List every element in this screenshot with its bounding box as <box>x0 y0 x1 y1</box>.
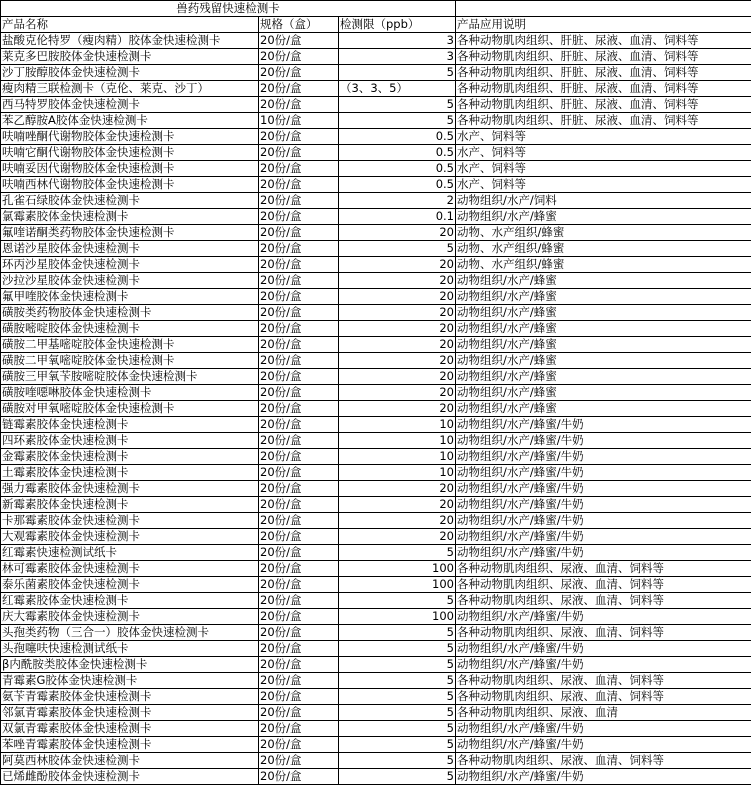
spec-cell: 20份/盒 <box>259 577 339 593</box>
application-cell: 动物、水产组织/蜂蜜 <box>456 225 751 241</box>
spec-cell: 20份/盒 <box>259 289 339 305</box>
detection-limit-cell: （3、3、5） <box>339 81 456 97</box>
product-name-cell: 呋喃它酮代谢物胶体金快速检测卡 <box>1 145 259 161</box>
product-name-cell: 红霉素快速检测试纸卡 <box>1 545 259 561</box>
detection-limit-cell: 0.5 <box>339 177 456 193</box>
product-name-cell: 庆大霉素胶体金快速检测卡 <box>1 609 259 625</box>
detection-limit-cell: 20 <box>339 353 456 369</box>
product-name-cell: 盐酸克伦特罗（瘦肉精）胶体金快速检测卡 <box>1 33 259 49</box>
table-row <box>1 337 751 353</box>
detection-limit-cell: 20 <box>339 225 456 241</box>
detection-limit-cell: 5 <box>339 545 456 561</box>
table-row <box>1 225 751 241</box>
table-row <box>1 465 751 481</box>
product-name-cell: 磺胺二甲基嘧啶胶体金快速检测卡 <box>1 337 259 353</box>
table-row <box>1 481 751 497</box>
spec-cell: 20份/盒 <box>259 625 339 641</box>
application-cell: 各种动物肌肉组织、肝脏、尿液、血清、饲料等 <box>456 97 751 113</box>
product-name-cell: 阿莫西林胶体金快速检测卡 <box>1 753 259 769</box>
table-row <box>1 417 751 433</box>
application-cell: 动物组织/水产/蜂蜜/牛奶 <box>456 481 751 497</box>
spec-cell: 20份/盒 <box>259 449 339 465</box>
detection-limit-cell: 5 <box>339 753 456 769</box>
spec-cell: 20份/盒 <box>259 673 339 689</box>
detection-limit-cell: 5 <box>339 769 456 785</box>
product-name-cell: 磺胺对甲氧嘧啶胶体金快速检测卡 <box>1 401 259 417</box>
title-blank-cell <box>456 1 751 17</box>
detection-limit-cell: 20 <box>339 513 456 529</box>
application-cell: 各种动物肌肉组织、尿液、血清、饲料等 <box>456 577 751 593</box>
table-row <box>1 513 751 529</box>
product-name-cell: 苯唑青霉素胶体金快速检测卡 <box>1 737 259 753</box>
spec-cell: 20份/盒 <box>259 401 339 417</box>
product-name-cell: 金霉素胶体金快速检测卡 <box>1 449 259 465</box>
product-name-cell: 头孢噻呋快速检测试纸卡 <box>1 641 259 657</box>
title-row <box>1 1 751 17</box>
spec-cell: 20份/盒 <box>259 593 339 609</box>
product-name-cell: 沙拉沙星胶体金快速检测卡 <box>1 273 259 289</box>
spec-cell: 20份/盒 <box>259 497 339 513</box>
detection-limit-cell: 5 <box>339 97 456 113</box>
table-row <box>1 241 751 257</box>
application-cell: 各种动物肌肉组织、尿液、血清 <box>456 705 751 721</box>
table-row <box>1 97 751 113</box>
spec-cell: 20份/盒 <box>259 721 339 737</box>
table-row <box>1 129 751 145</box>
product-name-cell: 氯霉素胶体金快速检测卡 <box>1 209 259 225</box>
table-row <box>1 641 751 657</box>
spec-cell: 20份/盒 <box>259 417 339 433</box>
spec-cell: 20份/盒 <box>259 769 339 785</box>
application-cell: 水产、饲料等 <box>456 145 751 161</box>
spec-cell: 20份/盒 <box>259 337 339 353</box>
detection-limit-cell: 5 <box>339 65 456 81</box>
spec-cell: 20份/盒 <box>259 273 339 289</box>
application-cell: 各种动物肌肉组织、尿液、血清、饲料等 <box>456 673 751 689</box>
table-row <box>1 81 751 97</box>
table-row <box>1 705 751 721</box>
application-cell: 动物、水产组织/蜂蜜 <box>456 257 751 273</box>
detection-limit-cell: 10 <box>339 449 456 465</box>
spec-cell: 20份/盒 <box>259 433 339 449</box>
spec-cell: 20份/盒 <box>259 705 339 721</box>
detection-limit-cell: 5 <box>339 705 456 721</box>
spec-cell: 20份/盒 <box>259 209 339 225</box>
table-row <box>1 737 751 753</box>
spec-cell: 20份/盒 <box>259 177 339 193</box>
application-cell: 水产、饲料等 <box>456 129 751 145</box>
application-cell: 动物组织/水产/蜂蜜 <box>456 353 751 369</box>
detection-limit-cell: 5 <box>339 721 456 737</box>
table-row <box>1 305 751 321</box>
spec-cell: 20份/盒 <box>259 609 339 625</box>
header-product-name: 产品名称 <box>1 17 259 33</box>
application-cell: 各种动物肌肉组织、肝脏、尿液、血清、饲料等 <box>456 49 751 65</box>
detection-limit-cell: 20 <box>339 257 456 273</box>
product-name-cell: 孔雀石绿胶体金快速检测卡 <box>1 193 259 209</box>
product-name-cell: 链霉素胶体金快速检测卡 <box>1 417 259 433</box>
spec-cell: 20份/盒 <box>259 465 339 481</box>
application-cell: 水产、饲料等 <box>456 177 751 193</box>
spec-cell: 20份/盒 <box>259 257 339 273</box>
application-cell: 动物组织/水产/蜂蜜/牛奶 <box>456 737 751 753</box>
application-cell: 动物组织/水产/蜂蜜/牛奶 <box>456 641 751 657</box>
detection-limit-cell: 5 <box>339 113 456 129</box>
detection-limit-cell: 20 <box>339 481 456 497</box>
table-row <box>1 33 751 49</box>
detection-limit-cell: 3 <box>339 33 456 49</box>
application-cell: 各种动物肌肉组织、尿液、血清、饲料等 <box>456 753 751 769</box>
product-name-cell: 瘦肉精三联检测卡（克伦、莱克、沙丁） <box>1 81 259 97</box>
detection-limit-cell: 0.5 <box>339 129 456 145</box>
spec-cell: 20份/盒 <box>259 129 339 145</box>
table-row <box>1 609 751 625</box>
spec-cell: 20份/盒 <box>259 657 339 673</box>
detection-limit-cell: 20 <box>339 401 456 417</box>
application-cell: 各种动物肌肉组织、肝脏、尿液、血清、饲料等 <box>456 65 751 81</box>
application-cell: 各种动物肌肉组织、尿液、血清、饲料等 <box>456 689 751 705</box>
detection-limit-cell: 20 <box>339 305 456 321</box>
application-cell: 动物组织/水产/蜂蜜 <box>456 209 751 225</box>
detection-limit-cell: 100 <box>339 561 456 577</box>
application-cell: 动物组织/水产/蜂蜜/牛奶 <box>456 721 751 737</box>
table-row <box>1 257 751 273</box>
table-row <box>1 401 751 417</box>
product-name-cell: 磺胺类药物胶体金快速检测卡 <box>1 305 259 321</box>
application-cell: 动物组织/水产/蜂蜜/牛奶 <box>456 545 751 561</box>
product-name-cell: 西马特罗胶体金快速检测卡 <box>1 97 259 113</box>
application-cell: 动物组织/水产/蜂蜜/牛奶 <box>456 513 751 529</box>
table-row <box>1 369 751 385</box>
product-name-cell: 呋喃妥因代谢物胶体金快速检测卡 <box>1 161 259 177</box>
spec-cell: 20份/盒 <box>259 561 339 577</box>
application-cell: 动物组织/水产/蜂蜜 <box>456 337 751 353</box>
application-cell: 动物组织/水产/蜂蜜/牛奶 <box>456 433 751 449</box>
application-cell: 动物组织/水产/蜂蜜/牛奶 <box>456 417 751 433</box>
table-row <box>1 433 751 449</box>
table-row <box>1 113 751 129</box>
application-cell: 动物组织/水产/饲料 <box>456 193 751 209</box>
product-name-cell: 莱克多巴胺胶体金快速检测卡 <box>1 49 259 65</box>
spec-cell: 20份/盒 <box>259 145 339 161</box>
table-row <box>1 497 751 513</box>
product-name-cell: 四环素胶体金快速检测卡 <box>1 433 259 449</box>
product-name-cell: 磺胺三甲氧苄胺嘧啶胶体金快速检测卡 <box>1 369 259 385</box>
application-cell: 各种动物肌肉组织、肝脏、尿液、血清、饲料等 <box>456 81 751 97</box>
detection-limit-cell: 5 <box>339 689 456 705</box>
application-cell: 各种动物肌肉组织、肝脏、尿液、血清、饲料等 <box>456 33 751 49</box>
detection-limit-cell: 10 <box>339 433 456 449</box>
application-cell: 动物组织/水产/蜂蜜 <box>456 385 751 401</box>
table-row <box>1 657 751 673</box>
table-row <box>1 625 751 641</box>
product-name-cell: 环丙沙星胶体金快速检测卡 <box>1 257 259 273</box>
application-cell: 动物组织/水产/蜂蜜 <box>456 401 751 417</box>
product-name-cell: 泰乐菌素胶体金快速检测卡 <box>1 577 259 593</box>
product-name-cell: 土霉素胶体金快速检测卡 <box>1 465 259 481</box>
application-cell: 动物组织/水产/蜂蜜 <box>456 369 751 385</box>
product-name-cell: 氟甲喹胶体金快速检测卡 <box>1 289 259 305</box>
table-row <box>1 177 751 193</box>
product-name-cell: 卡那霉素胶体金快速检测卡 <box>1 513 259 529</box>
application-cell: 动物组织/水产/蜂蜜/牛奶 <box>456 449 751 465</box>
detection-limit-cell: 0.5 <box>339 145 456 161</box>
application-cell: 各种动物肌肉组织、肝脏、尿液、血清、饲料等 <box>456 113 751 129</box>
detection-limit-cell: 20 <box>339 337 456 353</box>
detection-limit-cell: 100 <box>339 577 456 593</box>
table-row <box>1 561 751 577</box>
table-row <box>1 145 751 161</box>
detection-limit-cell: 0.5 <box>339 161 456 177</box>
table-row <box>1 161 751 177</box>
application-cell: 动物组织/水产/蜂蜜/牛奶 <box>456 465 751 481</box>
application-cell: 各种动物肌肉组织、尿液、血清、饲料等 <box>456 561 751 577</box>
spec-cell: 20份/盒 <box>259 321 339 337</box>
product-name-cell: 恩诺沙星胶体金快速检测卡 <box>1 241 259 257</box>
spec-cell: 20份/盒 <box>259 529 339 545</box>
spec-cell: 20份/盒 <box>259 305 339 321</box>
spec-cell: 20份/盒 <box>259 241 339 257</box>
table-row <box>1 545 751 561</box>
detection-limit-cell: 5 <box>339 241 456 257</box>
spec-cell: 20份/盒 <box>259 689 339 705</box>
detection-limit-cell: 100 <box>339 609 456 625</box>
spec-cell: 10份/盒 <box>259 113 339 129</box>
spec-cell: 20份/盒 <box>259 481 339 497</box>
detection-limit-cell: 5 <box>339 673 456 689</box>
spec-cell: 20份/盒 <box>259 353 339 369</box>
product-name-cell: 林可霉素胶体金快速检测卡 <box>1 561 259 577</box>
product-name-cell: 苯乙醇胺A胶体金快速检测卡 <box>1 113 259 129</box>
table-row <box>1 689 751 705</box>
product-name-cell: 头孢类药物（三合一）胶体金快速检测卡 <box>1 625 259 641</box>
detection-limit-cell: 20 <box>339 369 456 385</box>
product-name-cell: β内酰胺类胶体金快速检测卡 <box>1 657 259 673</box>
detection-limit-cell: 10 <box>339 417 456 433</box>
product-name-cell: 红霉素胶体金快速检测卡 <box>1 593 259 609</box>
detection-limit-cell: 20 <box>339 497 456 513</box>
spec-cell: 20份/盒 <box>259 385 339 401</box>
application-cell: 动物组织/水产/蜂蜜/牛奶 <box>456 609 751 625</box>
table-row <box>1 321 751 337</box>
product-name-cell: 已烯雌酚胶体金快速检测卡 <box>1 769 259 785</box>
spec-cell: 20份/盒 <box>259 193 339 209</box>
table-row <box>1 769 751 785</box>
detection-limit-cell: 20 <box>339 321 456 337</box>
application-cell: 动物组织/水产/蜂蜜/牛奶 <box>456 769 751 785</box>
detection-limit-cell: 5 <box>339 625 456 641</box>
product-name-cell: 磺胺嘧啶胶体金快速检测卡 <box>1 321 259 337</box>
product-name-cell: 沙丁胺醇胶体金快速检测卡 <box>1 65 259 81</box>
table-row <box>1 593 751 609</box>
detection-limit-cell: 20 <box>339 273 456 289</box>
application-cell: 动物组织/水产/蜂蜜 <box>456 321 751 337</box>
product-name-cell: 青霉素G胶体金快速检测卡 <box>1 673 259 689</box>
table-row <box>1 49 751 65</box>
table-row <box>1 673 751 689</box>
header-application: 产品应用说明 <box>456 17 751 33</box>
product-name-cell: 大观霉素胶体金快速检测卡 <box>1 529 259 545</box>
header-row <box>1 17 751 33</box>
spec-cell: 20份/盒 <box>259 545 339 561</box>
table-row <box>1 289 751 305</box>
application-cell: 动物组织/水产/蜂蜜 <box>456 273 751 289</box>
application-cell: 各种动物肌肉组织、尿液、血清、饲料等 <box>456 625 751 641</box>
application-cell: 各种动物肌肉组织、尿液、血清、饲料等 <box>456 593 751 609</box>
product-name-cell: 强力霉素胶体金快速检测卡 <box>1 481 259 497</box>
application-cell: 动物组织/水产/蜂蜜/牛奶 <box>456 497 751 513</box>
product-name-cell: 双氯青霉素胶体金快速检测卡 <box>1 721 259 737</box>
spec-cell: 20份/盒 <box>259 49 339 65</box>
detection-limit-cell: 0.1 <box>339 209 456 225</box>
spec-cell: 20份/盒 <box>259 513 339 529</box>
table-row <box>1 753 751 769</box>
detection-limit-cell: 20 <box>339 289 456 305</box>
product-name-cell: 邻氯青霉素胶体金快速检测卡 <box>1 705 259 721</box>
application-cell: 水产、饲料等 <box>456 161 751 177</box>
application-cell: 动物组织/水产/蜂蜜 <box>456 305 751 321</box>
table-row <box>1 385 751 401</box>
table-row <box>1 209 751 225</box>
detection-limit-cell: 5 <box>339 593 456 609</box>
spec-cell: 20份/盒 <box>259 33 339 49</box>
table-row <box>1 449 751 465</box>
detection-limit-cell: 10 <box>339 465 456 481</box>
detection-limit-cell: 5 <box>339 657 456 673</box>
spec-cell: 20份/盒 <box>259 753 339 769</box>
detection-limit-cell: 2 <box>339 193 456 209</box>
table-row <box>1 65 751 81</box>
header-spec: 规格（盒） <box>259 17 339 33</box>
application-cell: 动物组织/水产/蜂蜜/牛奶 <box>456 529 751 545</box>
application-cell: 动物组织/水产/蜂蜜 <box>456 289 751 305</box>
spec-cell: 20份/盒 <box>259 369 339 385</box>
application-cell: 动物、水产组织/蜂蜜 <box>456 241 751 257</box>
detection-limit-cell: 5 <box>339 737 456 753</box>
product-name-cell: 磺胺二甲氧嘧啶胶体金快速检测卡 <box>1 353 259 369</box>
detection-limit-cell: 5 <box>339 641 456 657</box>
spec-cell: 20份/盒 <box>259 161 339 177</box>
spec-cell: 20份/盒 <box>259 81 339 97</box>
product-name-cell: 氨苄青霉素胶体金快速检测卡 <box>1 689 259 705</box>
table-row <box>1 273 751 289</box>
spec-cell: 20份/盒 <box>259 737 339 753</box>
sheet-title: 兽药残留快速检测卡 <box>1 1 456 17</box>
application-cell: 动物组织/水产/蜂蜜/牛奶 <box>456 657 751 673</box>
table-row <box>1 353 751 369</box>
product-name-cell: 磺胺喹噁啉胶体金快速检测卡 <box>1 385 259 401</box>
header-detection-limit: 检测限（ppb） <box>339 17 456 33</box>
table-row <box>1 193 751 209</box>
spec-cell: 20份/盒 <box>259 65 339 81</box>
product-name-cell: 氟喹诺酮类药物胶体金快速检测卡 <box>1 225 259 241</box>
table-row <box>1 721 751 737</box>
detection-limit-cell: 3 <box>339 49 456 65</box>
detection-limit-cell: 20 <box>339 385 456 401</box>
spec-cell: 20份/盒 <box>259 225 339 241</box>
detection-limit-cell: 20 <box>339 529 456 545</box>
product-name-cell: 呋喃唑酮代谢物胶体金快速检测卡 <box>1 129 259 145</box>
spec-cell: 20份/盒 <box>259 97 339 113</box>
product-name-cell: 呋喃西林代谢物胶体金快速检测卡 <box>1 177 259 193</box>
product-name-cell: 新霉素胶体金快速检测卡 <box>1 497 259 513</box>
table-row <box>1 577 751 593</box>
spec-cell: 20份/盒 <box>259 641 339 657</box>
table-row <box>1 529 751 545</box>
